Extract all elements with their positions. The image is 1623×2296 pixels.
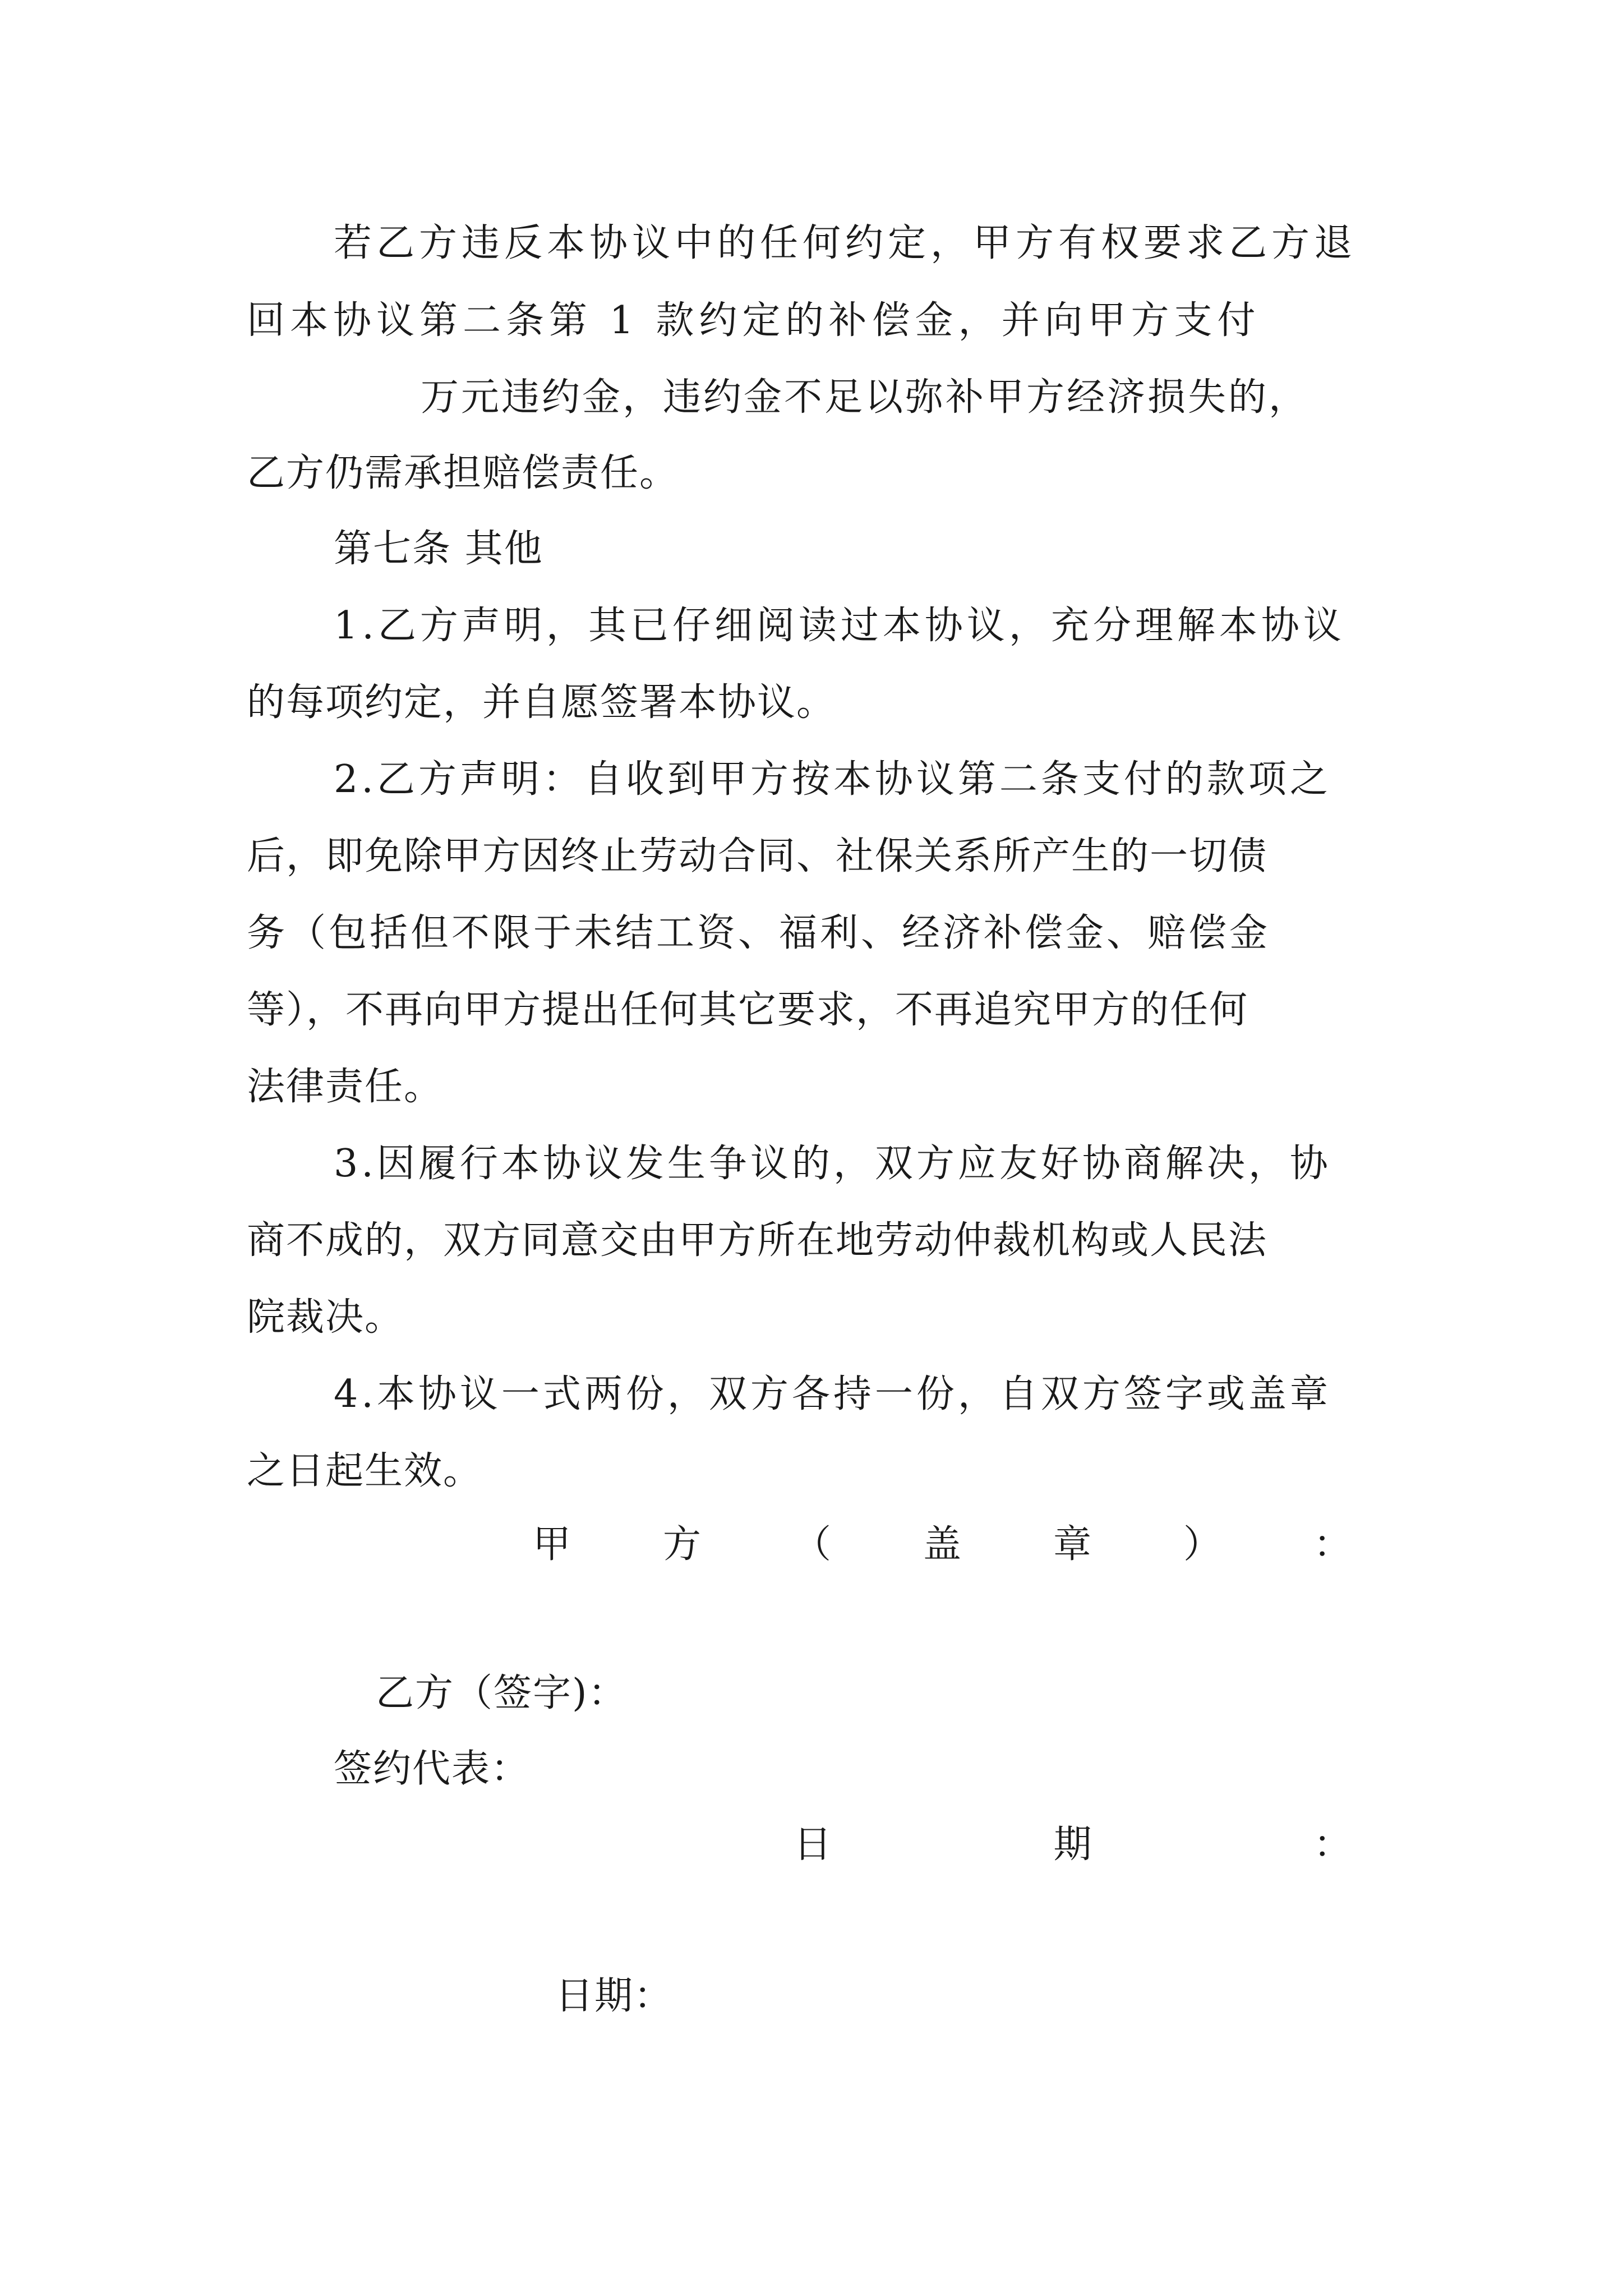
party-a-char: ：	[1313, 1522, 1352, 1567]
text-line: 1.乙方声明，其已仔细阅读过本协议，充分理解本协议	[334, 604, 1345, 648]
party-a-date-line	[794, 1823, 1352, 1867]
party-a-seal-line	[533, 1522, 1352, 1567]
text-line: 法律责任。	[247, 1065, 444, 1109]
party-b-signature-label: 乙方（签字)：	[376, 1671, 628, 1715]
text-line: 若乙方违反本协议中的任何约定，甲方有权要求乙方退	[334, 221, 1357, 265]
text-line: 务（包括但不限于未结工资、福利、经济补偿金、赔偿金	[247, 911, 1271, 955]
text-line: 的每项约定，并自愿签署本协议。	[247, 680, 836, 725]
text-line: 4.本协议一式两份，双方各持一份，自双方签字或盖章	[334, 1372, 1331, 1416]
party-a-char: 甲	[533, 1522, 571, 1567]
text-line: 回本协议第二条第 1 款约定的补偿金，并向甲方支付	[247, 298, 1261, 343]
text-line: 乙方仍需承担赔偿责任。	[247, 451, 679, 495]
text-line: 2.乙方声明：自收到甲方按本协议第二条支付的款项之	[334, 757, 1331, 802]
text-line: 商不成的，双方同意交由甲方所在地劳动仲裁机构或人民法	[247, 1218, 1268, 1263]
text-line: 等），不再向甲方提出任何其它要求，不再追究甲方的任何	[247, 988, 1249, 1032]
date-char: 日	[794, 1823, 832, 1867]
text-line: 3.因履行本协议发生争议的，双方应友好协商解决，协	[334, 1142, 1331, 1186]
party-a-char: 盖	[923, 1522, 961, 1567]
party-a-char: 方	[662, 1522, 701, 1567]
date-char: ：	[1313, 1823, 1352, 1867]
text-line: 之日起生效。	[247, 1449, 483, 1493]
date-char: 期	[1053, 1823, 1092, 1867]
party-a-char: ）	[1183, 1522, 1221, 1567]
text-line: 后，即免除甲方因终止劳动合同、社保关系所产生的一切债	[247, 834, 1268, 878]
text-line: 万元违约金，违约金不足以弥补甲方经济损失的，	[421, 375, 1310, 420]
party-a-char: 章	[1053, 1522, 1091, 1567]
party-b-date-label: 日期：	[555, 1974, 674, 2018]
text-line: 院裁决。	[247, 1295, 404, 1340]
section-heading: 第七条 其他	[334, 527, 543, 571]
representative-label: 签约代表：	[334, 1747, 531, 1791]
paragraph-line	[334, 221, 1380, 265]
party-a-char: （	[792, 1522, 831, 1567]
